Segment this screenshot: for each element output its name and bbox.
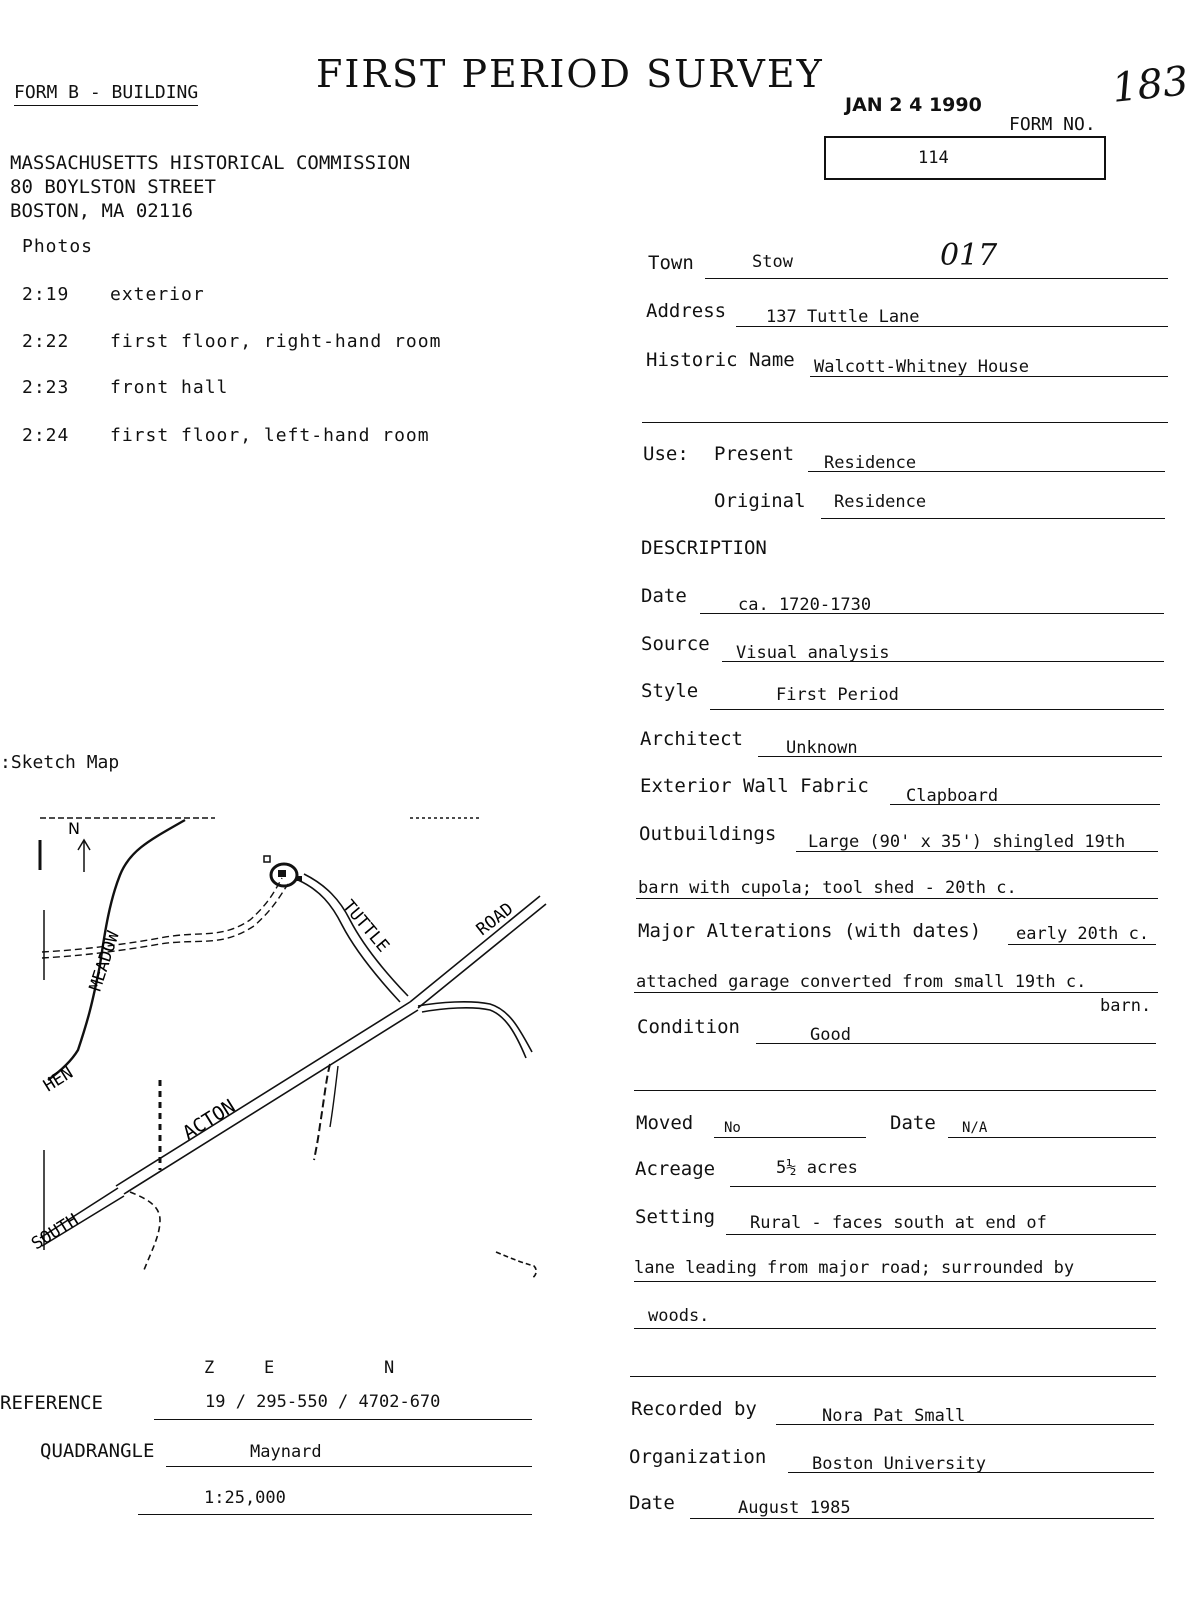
alterations-line-2 bbox=[634, 992, 1158, 993]
map-scale-line bbox=[138, 1514, 532, 1515]
moved-value: No bbox=[724, 1120, 741, 1136]
acreage-label: Acreage bbox=[635, 1158, 716, 1180]
historic-name-line-2 bbox=[642, 422, 1168, 423]
architect-label: Architect bbox=[640, 728, 743, 750]
wall-fabric-line bbox=[890, 804, 1160, 805]
town-code: 017 bbox=[940, 238, 998, 273]
map-label-meadow: MEADOW bbox=[85, 928, 124, 994]
moved-label: Moved bbox=[636, 1112, 694, 1134]
setting-line-1 bbox=[726, 1234, 1156, 1235]
quadrangle-value: Maynard bbox=[250, 1442, 322, 1462]
utm-e-label: E bbox=[264, 1358, 275, 1378]
organization-line bbox=[788, 1472, 1154, 1473]
outbuildings-value-line2: barn with cupola; tool shed - 20th c. bbox=[638, 878, 1017, 898]
alterations-label: Major Alterations (with dates) bbox=[638, 920, 982, 942]
moved-date-label: Date bbox=[890, 1112, 936, 1134]
organization-value: Boston University bbox=[812, 1454, 986, 1474]
page-title: FIRST PERIOD SURVEY bbox=[316, 52, 824, 96]
condition-value: Good bbox=[810, 1025, 851, 1045]
date-line bbox=[700, 613, 1164, 614]
address-value: 137 Tuttle Lane bbox=[766, 307, 920, 327]
quadrangle-line bbox=[166, 1466, 532, 1467]
recorded-date-line bbox=[690, 1518, 1154, 1519]
alterations-line-1 bbox=[1008, 944, 1156, 945]
present-use-value: Residence bbox=[824, 453, 917, 473]
original-use-label: Original bbox=[714, 490, 806, 512]
moved-date-line bbox=[948, 1137, 1156, 1138]
alterations-value-line3: barn. bbox=[1100, 996, 1152, 1016]
form-type-label: FORM B - BUILDING bbox=[14, 82, 198, 106]
utm-reference-line bbox=[154, 1419, 532, 1420]
historic-name-label: Historic Name bbox=[646, 349, 795, 371]
setting-value-line2: lane leading from major road; surrounded by bbox=[634, 1258, 1075, 1278]
style-value: First Period bbox=[776, 685, 899, 705]
historic-name-value: Walcott-Whitney House bbox=[814, 357, 1029, 377]
original-use-line bbox=[821, 518, 1165, 519]
style-label: Style bbox=[641, 680, 699, 702]
town-label: Town bbox=[648, 252, 694, 274]
recorded-date-value: August 1985 bbox=[738, 1498, 851, 1518]
photo-description: first floor, right-hand room bbox=[110, 331, 442, 352]
photo-id: 2:23 bbox=[22, 377, 70, 398]
map-north-label: N bbox=[68, 819, 80, 838]
commission-name: MASSACHUSETTS HISTORICAL COMMISSION bbox=[10, 152, 411, 174]
form-number-value: 114 bbox=[918, 148, 949, 168]
recorded-by-line bbox=[776, 1424, 1154, 1425]
outbuildings-value-line1: Large (90' x 35') shingled 19th bbox=[808, 832, 1126, 852]
photo-description: front hall bbox=[110, 377, 229, 398]
setting-line-2 bbox=[634, 1281, 1156, 1282]
source-line bbox=[722, 661, 1164, 662]
photos-heading: Photos bbox=[22, 236, 94, 257]
quadrangle-label-text: QUADRANGLE bbox=[40, 1440, 155, 1462]
outbuildings-label: Outbuildings bbox=[639, 823, 777, 845]
acreage-value: 5½ acres bbox=[776, 1158, 858, 1178]
map-label-tuttle: TUTTLE bbox=[338, 896, 393, 957]
photo-description: first floor, left-hand room bbox=[110, 425, 430, 446]
town-value: Stow bbox=[752, 252, 793, 272]
quadrangle-label bbox=[40, 1440, 168, 1462]
map-label-hen: HEN bbox=[40, 1063, 77, 1097]
map-label-acton: ACTON bbox=[178, 1095, 240, 1145]
commission-street: 80 BOYLSTON STREET bbox=[10, 176, 216, 198]
received-date-stamp: JAN 2 4 1990 bbox=[845, 94, 982, 116]
photo-id: 2:22 bbox=[22, 331, 70, 352]
handwritten-number: 183 bbox=[1109, 58, 1191, 112]
utm-z-label: Z bbox=[204, 1358, 215, 1378]
condition-line bbox=[756, 1043, 1156, 1044]
present-use-line bbox=[808, 471, 1165, 472]
alterations-value-line1: early 20th c. bbox=[1016, 924, 1150, 944]
date-label: Date bbox=[641, 585, 687, 607]
utm-n-label: N bbox=[384, 1358, 395, 1378]
utm-reference-label bbox=[0, 1392, 146, 1414]
recorded-date-label: Date bbox=[629, 1492, 675, 1514]
use-label: Use: bbox=[643, 443, 689, 465]
setting-label: Setting bbox=[635, 1206, 716, 1228]
recorded-by-value: Nora Pat Small bbox=[822, 1406, 966, 1426]
map-scale-value: 1:25,000 bbox=[204, 1488, 286, 1508]
photo-description: exterior bbox=[110, 284, 205, 305]
sketch-map-heading: Sketch Map: bbox=[0, 752, 120, 773]
setting-value-line3: woods. bbox=[648, 1306, 710, 1326]
town-line bbox=[705, 278, 1168, 279]
outbuildings-line-1 bbox=[796, 851, 1158, 852]
source-label: Source bbox=[641, 633, 710, 655]
utm-reference-label-text: REFERENCE bbox=[0, 1392, 103, 1414]
moved-line bbox=[714, 1137, 866, 1138]
map-label-south: SOUTH bbox=[28, 1210, 83, 1255]
commission-city: BOSTON, MA 02116 bbox=[10, 200, 194, 222]
condition-label: Condition bbox=[637, 1016, 740, 1038]
wall-fabric-label: Exterior Wall Fabric bbox=[640, 775, 869, 797]
wall-fabric-value: Clapboard bbox=[906, 786, 999, 806]
setting-line-3 bbox=[634, 1328, 1156, 1329]
map-label-road: ROAD bbox=[472, 898, 518, 940]
original-use-value: Residence bbox=[834, 492, 927, 512]
photo-id: 2:24 bbox=[22, 425, 70, 446]
present-use-label: Present bbox=[714, 443, 795, 465]
acreage-line bbox=[730, 1186, 1156, 1187]
date-value: ca. 1720-1730 bbox=[738, 595, 872, 615]
address-label: Address bbox=[646, 300, 727, 322]
utm-reference-value: 19 / 295-550 / 4702-670 bbox=[205, 1392, 441, 1412]
form-number-box bbox=[824, 136, 1106, 180]
condition-line-2 bbox=[634, 1090, 1156, 1091]
architect-value: Unknown bbox=[786, 738, 858, 758]
organization-label: Organization bbox=[629, 1446, 767, 1468]
recorded-by-label: Recorded by bbox=[631, 1398, 757, 1420]
sketch-map bbox=[20, 780, 580, 1300]
photo-id: 2:19 bbox=[22, 284, 70, 305]
setting-line-4 bbox=[630, 1376, 1156, 1377]
alterations-value-line2: attached garage converted from small 19th c. bbox=[636, 972, 1087, 992]
outbuildings-line-2 bbox=[636, 898, 1158, 899]
description-heading: DESCRIPTION bbox=[641, 537, 767, 559]
source-value: Visual analysis bbox=[736, 643, 890, 663]
architect-line bbox=[758, 756, 1162, 757]
moved-date-value: N/A bbox=[962, 1120, 988, 1136]
form-number-label: FORM NO. bbox=[1009, 114, 1096, 135]
setting-value-line1: Rural - faces south at end of bbox=[750, 1213, 1047, 1233]
historic-name-line bbox=[810, 376, 1168, 377]
style-line bbox=[710, 709, 1164, 710]
address-line bbox=[736, 326, 1168, 327]
